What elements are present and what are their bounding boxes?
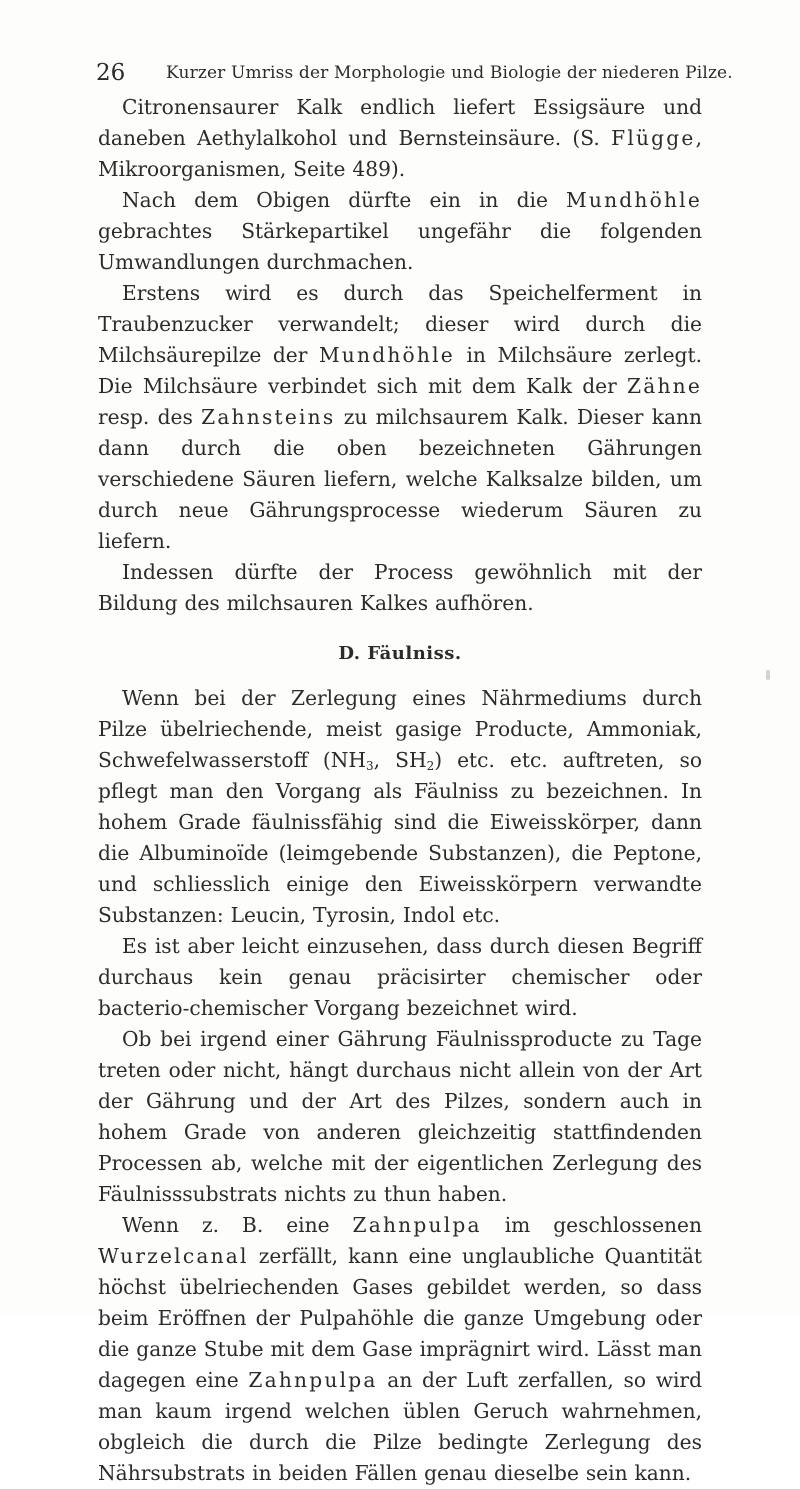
paragraph-zahnpulpa xyxy=(98,1210,702,1489)
emphasized-term: Zahnpulpa xyxy=(248,1368,378,1392)
paragraph-text: Wenn bei der Zerlegung eines Nährmediums durch Pilze übelriechende, meist gasige Producte, Ammoniak, Schwefelwasserstoff (NH xyxy=(98,686,702,772)
running-title: Kurzer Umriss der Morphologie und Biologie der niederen Pilze. xyxy=(166,63,733,83)
author-name: Flügge xyxy=(611,126,696,150)
paragraph-text: Es ist aber leicht einzusehen, dass durch diesen Begriff durchaus kein genau präcisirter chemischer oder bacterio-chemischer Vorgang bezeichnet wird. xyxy=(98,934,702,1020)
subscript: 2 xyxy=(426,759,435,773)
paragraph-text: Wenn z. B. eine xyxy=(122,1213,330,1237)
paragraph-text: Erstens wird es durch das Speichelferment in Traubenzucker verwandelt; dieser wird durch die Milchsäurepilze der xyxy=(98,281,702,367)
paragraph-text: , SH xyxy=(373,748,427,772)
section-heading: D. Fäulniss. xyxy=(338,643,462,664)
emphasized-term: Mundhöhle xyxy=(318,343,455,367)
body-text xyxy=(98,92,702,1489)
paragraph-text: Citronensaurer Kalk endlich liefert Essigsäure und daneben Aethylalkohol und Bernsteinsäure. (S. xyxy=(98,95,702,150)
emphasized-term: Zahnsteins xyxy=(201,405,336,429)
paragraph-text: Ob bei irgend einer Gährung Fäulnissproducte zu Tage treten oder nicht, hängt durchaus nicht allein von der Art der Gährung und der Art des Pilzes, sondern auch in hohem Grade von anderen gleichzeitig stattfindenden Processen ab, welche mit der eigentlichen Zerlegung des Fäulnisssubstrats nichts zu thun haben. xyxy=(98,1027,702,1206)
paragraph-text: im geschlossenen xyxy=(504,1213,702,1237)
page-number: 26 xyxy=(96,60,126,86)
paragraph-text: Nach dem Obigen dürfte ein in die xyxy=(122,188,548,212)
paragraph-faeulnissproducte xyxy=(98,1024,702,1210)
emphasized-term: Wurzelcanal xyxy=(98,1244,249,1268)
paragraph-staerkepartikel xyxy=(98,185,702,278)
paragraph-text: ) etc. etc. auftreten, so pflegt man den Vorgang als Fäulniss zu bezeichnen. In hohem Grade fäulnissfähig sind die Eiweisskörper, dann die Albuminoïde (leimgebende Substanzen), die Peptone, und schliesslich einige den Eiweisskörpern verwandte Substanzen: Leucin, Tyrosin, Indol etc. xyxy=(98,748,702,927)
paragraph-text: resp. des xyxy=(98,405,193,429)
paragraph-text: in Milchsäure zerlegt. Die Milchsäure verbindet sich mit dem Kalk der xyxy=(98,343,702,398)
subscript: 3 xyxy=(366,759,374,773)
paragraph-text: Indessen dürfte der Process gewöhnlich mit der Bildung des milchsauren Kalkes aufhören. xyxy=(98,560,702,615)
emphasized-term: Zähne xyxy=(626,374,702,398)
paragraph-begriff xyxy=(98,931,702,1024)
scan-artifact xyxy=(766,670,770,680)
paragraph-text: zerfällt, kann eine unglaubliche Quantität höchst übelriechenden Gases gebildet werden, so dass beim Eröffnen der Pulpahöhle die ganze Umgebung oder die ganze Stube mit dem Gase imprägnirt wird. Lässt man dagegen eine xyxy=(98,1244,702,1392)
paragraph-umwandlungen xyxy=(98,278,702,557)
paragraph-text: an der Luft zerfallen, so wird man kaum irgend welchen üblen Geruch wahrnehmen, obgleich die durch die Pilze bedingte Zerlegung des Nährsubstrats in beiden Fällen genau dieselbe sein kann. xyxy=(98,1368,702,1485)
paragraph-text: , Mikroorganismen, Seite 489). xyxy=(98,126,702,181)
paragraph-text: zu milchsaurem Kalk. Dieser kann dann durch die oben bezeichneten Gährungen verschiedene Säuren liefern, welche Kalksalze bilden, um durch neue Gährungsprocesse wiederum Säuren zu liefern. xyxy=(98,405,702,553)
paragraph-milchsaurer-kalk xyxy=(98,557,702,619)
running-head xyxy=(96,58,733,88)
paragraph-citronensaurer-kalk xyxy=(98,92,702,185)
emphasized-term: Zahnpulpa xyxy=(352,1213,482,1237)
emphasized-term: Mundhöhle xyxy=(566,188,702,212)
paragraph-text: gebrachtes Stärkepartikel ungefähr die folgenden Umwandlungen durchmachen. xyxy=(98,219,702,274)
paragraph-faeulniss-definition xyxy=(98,683,702,931)
